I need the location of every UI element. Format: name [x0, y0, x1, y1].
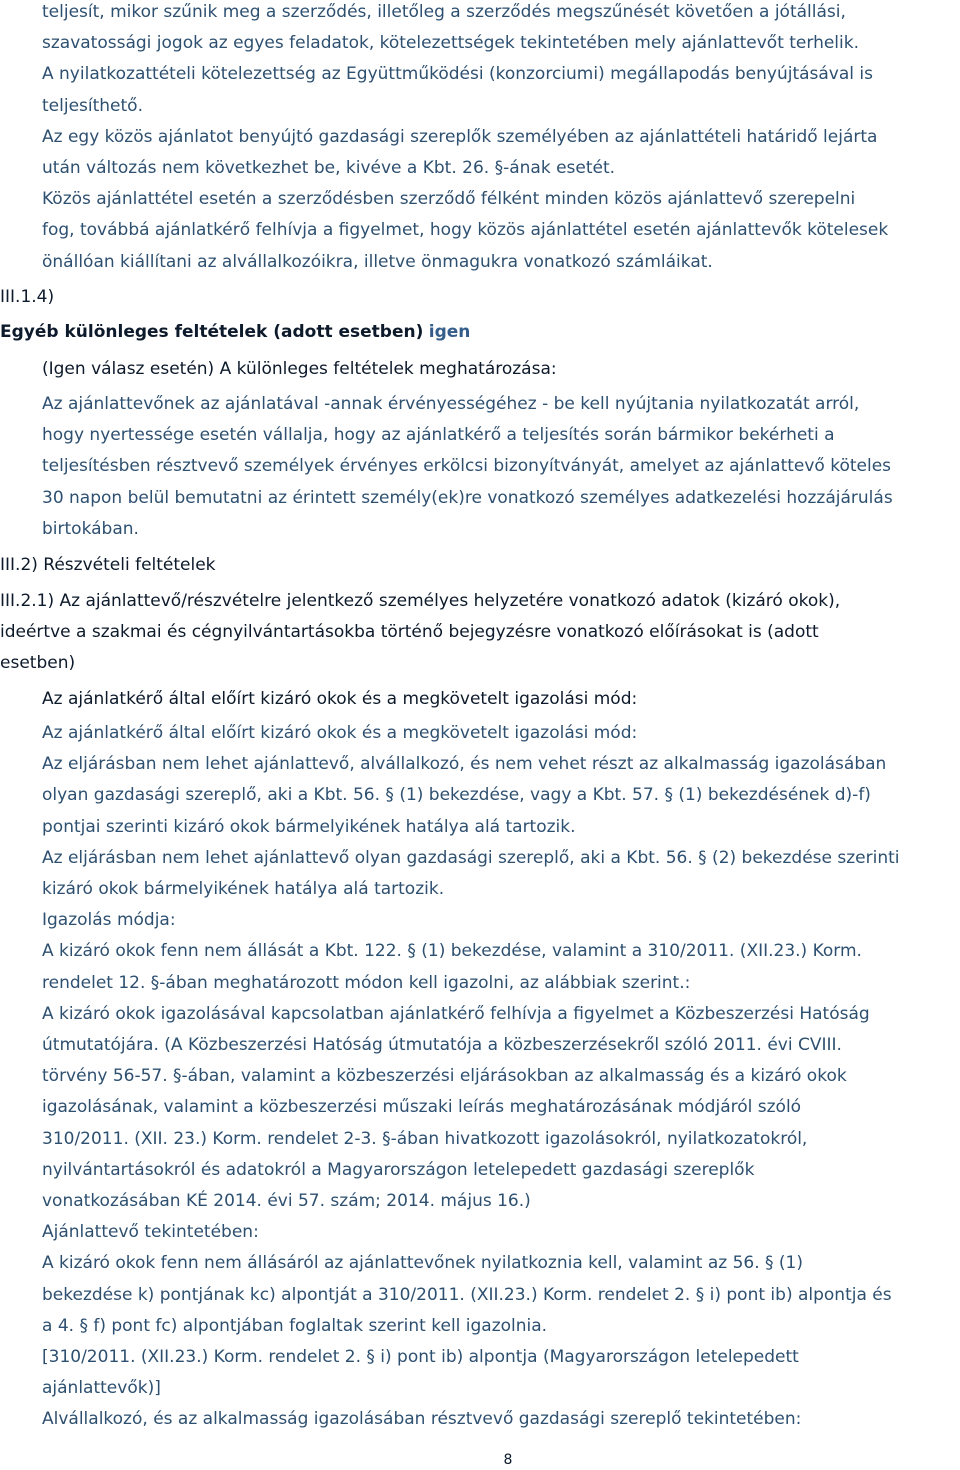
- page-number: 8: [503, 1452, 513, 1468]
- text-line: III.2) Részvételi feltételek: [0, 555, 216, 575]
- text-line: Az ajánlatkérő által előírt kizáró okok és a megkövetelt igazolási mód:: [42, 689, 638, 709]
- text-line: 30 napon belül bemutatni az érintett személy(ek)re vonatkozó személyes adatkezelési hozzájárulás: [42, 487, 893, 508]
- text-line: III.2.1) Az ajánlattevő/részvételre jelentkező személyes helyzetére vonatkozó adatok (kizáró okok),: [0, 591, 841, 611]
- text-line: után változás nem következhet be, kivéve a Kbt. 26. §-ának esetét.: [42, 158, 616, 179]
- text-line: törvény 56-57. §-ában, valamint a közbeszerzési eljárásokban az alkalmasság és a kizáró okok: [42, 1066, 847, 1087]
- text-line: szavatossági jogok az egyes feladatok, kötelezettségek tekintetében mely ajánlattevőt terhelik.: [42, 33, 860, 54]
- participation-title: [0, 550, 216, 581]
- text-line: Igazolás módja:: [42, 910, 176, 931]
- text-line: teljesít, mikor szűnik meg a szerződés, illetőleg a szerződés megszűnését követően a jótállási,: [42, 2, 846, 22]
- exclusion-subheading: [42, 684, 637, 715]
- text-line: A kizáró okok fenn nem állását a Kbt. 122. § (1) bekezdése, valamint a 310/2011. (XII.23.) Korm.: [42, 941, 862, 962]
- text-line: Az egy közös ajánlatot benyújtó gazdasági szereplők személyében az ajánlattételi határidő lejárta: [42, 126, 878, 147]
- text-line: teljesítésben résztvevő személyek érvényes erkölcsi bizonyítványát, amelyet az ajánlattevő köteles: [42, 456, 892, 477]
- special-conditions-heading: Egyéb különleges feltételek (adott esetben): [0, 322, 424, 342]
- text-line: Ajánlattevő tekintetében:: [42, 1222, 259, 1243]
- text-line: esetben): [0, 653, 76, 674]
- text-line: A kizáró okok igazolásával kapcsolatban ajánlatkérő felhívja a figyelmet a Közbeszerzési Hatóság: [42, 1003, 870, 1024]
- text-line: útmutatójára. (A Közbeszerzési Hatóság útmutatója a közbeszerzésekről szóló 2011. évi CVIII.: [42, 1035, 842, 1056]
- text-line: kizáró okok bármelyikének hatálya alá tartozik.: [42, 879, 445, 900]
- text-line: [310/2011. (XII.23.) Korm. rendelet 2. § i) pont ib) alpontja (Magyarországon letelepedett: [42, 1347, 799, 1368]
- intro-paragraphs: [42, 0, 888, 278]
- text-line: nyilvántartásokról és adatokról a Magyarországon letelepedett gazdasági szereplők: [42, 1159, 755, 1180]
- text-line: igazolásának, valamint a közbeszerzési műszaki leírás meghatározásának módjáról szóló: [42, 1097, 802, 1118]
- text-line: önállóan kiállítani az alvállalkozóikra, illetve önmagukra vonatkozó számláikat.: [42, 251, 713, 272]
- text-line: rendelet 12. §-ában meghatározott módon kell igazolni, az alábbiak szerint.:: [42, 972, 691, 993]
- text-line: olyan gazdasági szereplő, aki a Kbt. 56. § (1) bekezdése, vagy a Kbt. 57. § (1) bekezdésének d)-f): [42, 785, 871, 806]
- text-line: birtokában.: [42, 518, 139, 539]
- text-line: pontjai szerinti kizáró okok bármelyikének hatálya alá tartozik.: [42, 816, 576, 837]
- section-heading: [0, 317, 470, 348]
- text-line: vonatkozásában KÉ 2014. évi 57. szám; 2014. május 16.): [42, 1191, 531, 1212]
- text-line: 310/2011. (XII. 23.) Korm. rendelet 2-3. §-ában hivatkozott igazolásokról, nyilatkozatokról,: [42, 1128, 808, 1149]
- special-conditions-answer: igen: [428, 322, 471, 342]
- personal-situation-heading: [0, 586, 840, 680]
- text-line: teljesíthető.: [42, 95, 143, 116]
- text-line: (Igen válasz esetén) A különleges feltételek meghatározása:: [42, 359, 557, 379]
- text-line: fog, továbbá ajánlatkérő felhívja a figyelmet, hogy közös ajánlattétel esetén ajánlattevők kötelesek: [42, 220, 889, 241]
- section-number-text: III.1.4): [0, 287, 55, 307]
- text-line: Az ajánlatkérő által előírt kizáró okok és a megkövetelt igazolási mód:: [42, 723, 638, 743]
- special-conditions-intro: [42, 354, 557, 385]
- text-line: Az eljárásban nem lehet ajánlattevő olyan gazdasági szereplő, aki a Kbt. 56. § (2) bekezdése szerinti: [42, 847, 900, 868]
- text-line: A nyilatkozattételi kötelezettség az Együttműködési (konzorciumi) megállapodás benyújtásával is: [42, 64, 873, 85]
- text-line: hogy nyertessége esetén vállalja, hogy az ajánlatkérő a teljesítés során bármikor bekérheti a: [42, 425, 835, 446]
- text-line: Közös ajánlattétel esetén a szerződésben szerződő félként minden közös ajánlattevő szerepelni: [42, 189, 856, 210]
- text-line: Az ajánlattevőnek az ajánlatával -annak érvényességéhez - be kell nyújtania nyilatkozatát arról,: [42, 394, 860, 414]
- exclusion-body: [42, 718, 900, 1436]
- section-number: [0, 282, 54, 313]
- text-line: Alvállalkozó, és az alkalmasság igazolásában résztvevő gazdasági szereplő tekintetében:: [42, 1409, 802, 1430]
- text-line: bekezdése k) pontjának kc) alpontját a 310/2011. (XII.23.) Korm. rendelet 2. § i) pont ib) alpontja és: [42, 1284, 892, 1305]
- text-line: A kizáró okok fenn nem állásáról az ajánlattevőnek nyilatkoznia kell, valamint az 56. § (1): [42, 1253, 804, 1274]
- text-line: ajánlattevők)]: [42, 1378, 161, 1399]
- text-line: ideértve a szakmai és cégnyilvántartásokba történő bejegyzésre vonatkozó előírásokat is (adott: [0, 622, 819, 643]
- special-conditions-text: [42, 389, 893, 545]
- text-line: Az eljárásban nem lehet ajánlattevő, alvállalkozó, és nem vehet részt az alkalmasság igazolásában: [42, 754, 887, 775]
- text-line: a 4. § f) pont fc) alpontjában foglaltak szerint kell igazolnia.: [42, 1315, 548, 1336]
